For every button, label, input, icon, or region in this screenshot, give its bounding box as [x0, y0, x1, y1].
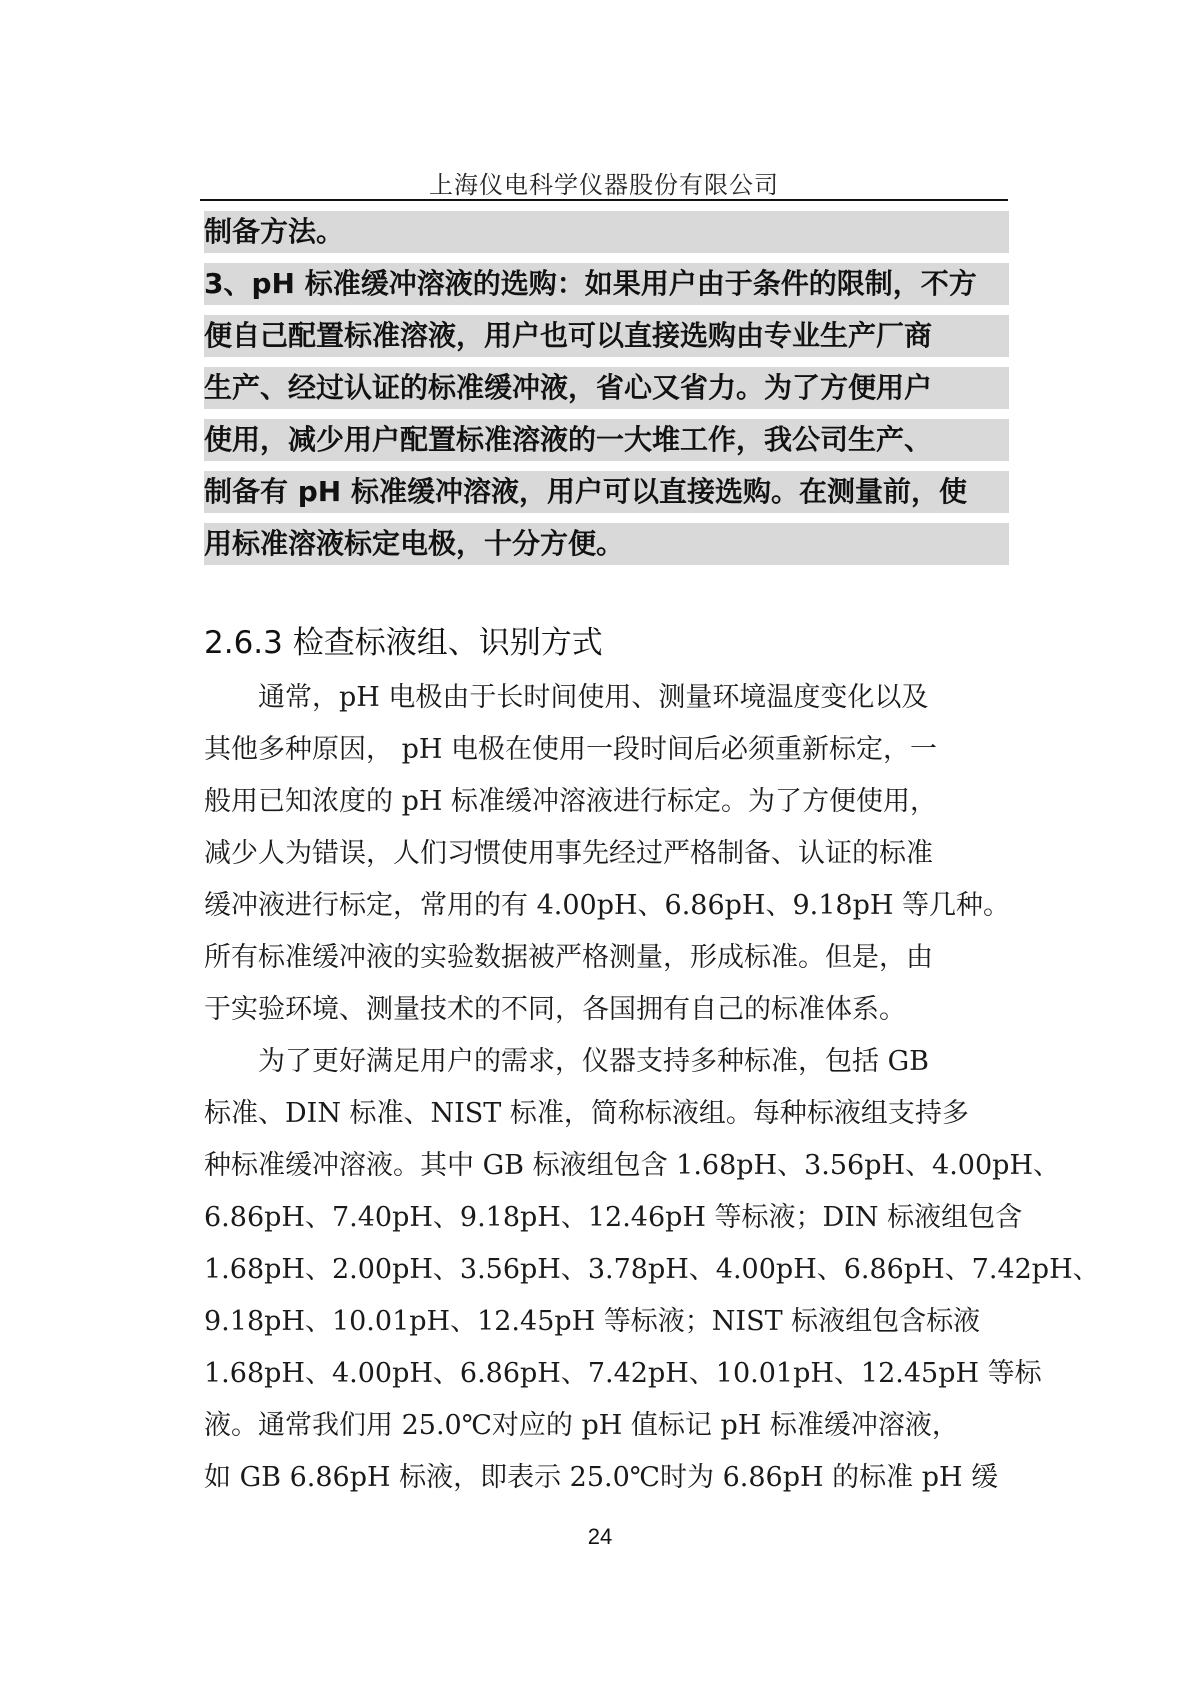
highlighted-line: 使用，减少用户配置标准溶液的一大堆工作，我公司生产、 — [204, 419, 1009, 461]
header-rule — [200, 199, 1008, 201]
highlighted-line: 便自己配置标准溶液，用户也可以直接选购由专业生产厂商 — [204, 315, 1009, 357]
highlighted-line: 用标准溶液标定电极，十分方便。 — [204, 523, 1009, 565]
paragraph-line: 缓冲液进行标定，常用的有 4.00pH、6.86pH、9.18pH 等几种。 — [204, 890, 1011, 921]
page-header-company: 上海仪电科学仪器股份有限公司 — [429, 171, 779, 199]
paragraph-line: 9.18pH、10.01pH、12.45pH 等标液；NIST 标液组包含标液 — [204, 1306, 981, 1337]
paragraph-buffer-groups — [204, 1036, 1100, 1504]
paragraph-line: 1.68pH、4.00pH、6.86pH、7.42pH、10.01pH、12.45pH 等标 — [204, 1358, 1042, 1389]
paragraph-line: 种标准缓冲溶液。其中 GB 标液组包含 1.68pH、3.56pH、4.00pH、 — [204, 1150, 1060, 1181]
paragraph-line: 如 GB 6.86pH 标液，即表示 25.0℃时为 6.86pH 的标准 pH 缓 — [204, 1462, 999, 1493]
paragraph-line: 为了更好满足用户的需求，仪器支持多种标准，包括 GB — [204, 1046, 929, 1077]
highlighted-line: 3、pH 标准缓冲溶液的选购：如果用户由于条件的限制，不方 — [204, 263, 1009, 305]
highlighted-line: 制备有 pH 标准缓冲溶液，用户可以直接选购。在测量前，使 — [204, 471, 1009, 513]
paragraph-standard-intro — [204, 672, 1009, 1036]
section-title: 2.6.3 检查标液组、识别方式 — [204, 625, 603, 661]
paragraph-line: 其他多种原因， pH 电极在使用一段时间后必须重新标定，一 — [204, 734, 937, 765]
paragraph-line: 减少人为错误，人们习惯使用事先经过严格制备、认证的标准 — [204, 838, 933, 869]
paragraph-line: 1.68pH、2.00pH、3.56pH、3.78pH、4.00pH、6.86pH、7.42pH、 — [204, 1254, 1100, 1285]
highlighted-block — [204, 211, 1009, 575]
highlighted-line: 制备方法。 — [204, 211, 1009, 253]
paragraph-line: 通常，pH 电极由于长时间使用、测量环境温度变化以及 — [204, 682, 929, 713]
paragraph-line: 6.86pH、7.40pH、9.18pH、12.46pH 等标液；DIN 标液组包含 — [204, 1202, 1023, 1233]
paragraph-line: 标准、DIN 标准、NIST 标准，简称标液组。每种标液组支持多 — [204, 1098, 969, 1129]
highlighted-line: 生产、经过认证的标准缓冲液，省心又省力。为了方便用户 — [204, 367, 1009, 409]
paragraph-line: 所有标准缓冲液的实验数据被严格测量，形成标准。但是，由 — [204, 942, 933, 973]
paragraph-line: 液。通常我们用 25.0℃对应的 pH 值标记 pH 标准缓冲溶液， — [204, 1410, 959, 1441]
page-number: 24 — [587, 1524, 613, 1549]
paragraph-line: 般用已知浓度的 pH 标准缓冲溶液进行标定。为了方便使用， — [204, 786, 937, 817]
paragraph-line: 于实验环境、测量技术的不同，各国拥有自己的标准体系。 — [204, 994, 906, 1025]
